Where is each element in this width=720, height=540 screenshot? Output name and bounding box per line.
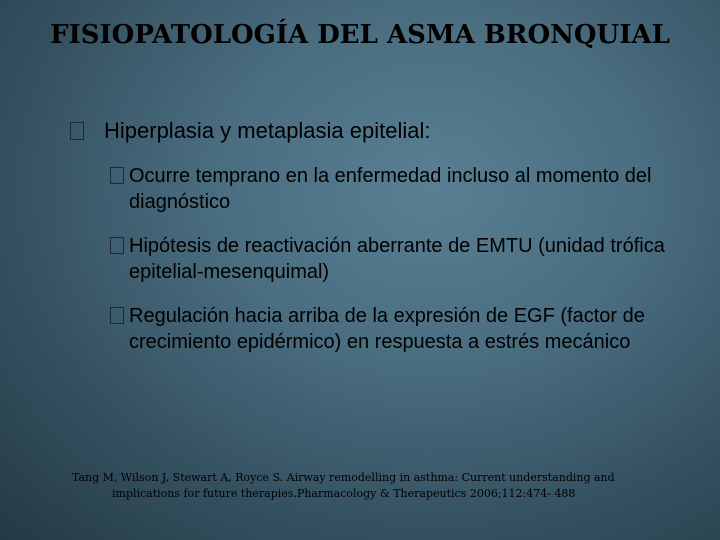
main-bullet-item xyxy=(70,118,690,144)
sub-bullet-text: Regulación hacia arriba de la expresión de EGF (factor de crecimiento epidérmico) en respuesta a estrés mecánico xyxy=(129,305,645,353)
reference-citation xyxy=(72,470,672,502)
square-bullet-icon xyxy=(110,167,124,184)
square-bullet-icon xyxy=(110,237,124,254)
sub-bullet-item xyxy=(110,233,680,285)
reference-line-1: Tang M, Wilson J, Stewart A, Royce S. Airway remodelling in asthma: Current understanding and xyxy=(72,471,615,484)
sub-bullet-list xyxy=(110,163,680,373)
sub-bullet-item xyxy=(110,163,680,215)
reference-line-2: implications for future therapies.Pharmacology & Therapeutics 2006;112:474- 488 xyxy=(112,487,576,500)
slide-title: FISIOPATOLOGÍA DEL ASMA BRONQUIAL xyxy=(50,20,670,50)
square-bullet-icon xyxy=(70,122,84,140)
square-bullet-icon xyxy=(110,307,124,324)
sub-bullet-text: Ocurre temprano en la enfermedad incluso al momento del diagnóstico xyxy=(129,165,652,213)
main-bullet-text: Hiperplasia y metaplasia epitelial: xyxy=(104,118,431,143)
sub-bullet-text: Hipótesis de reactivación aberrante de EMTU (unidad trófica epitelial-mesenquimal) xyxy=(129,235,665,283)
sub-bullet-item xyxy=(110,303,680,355)
